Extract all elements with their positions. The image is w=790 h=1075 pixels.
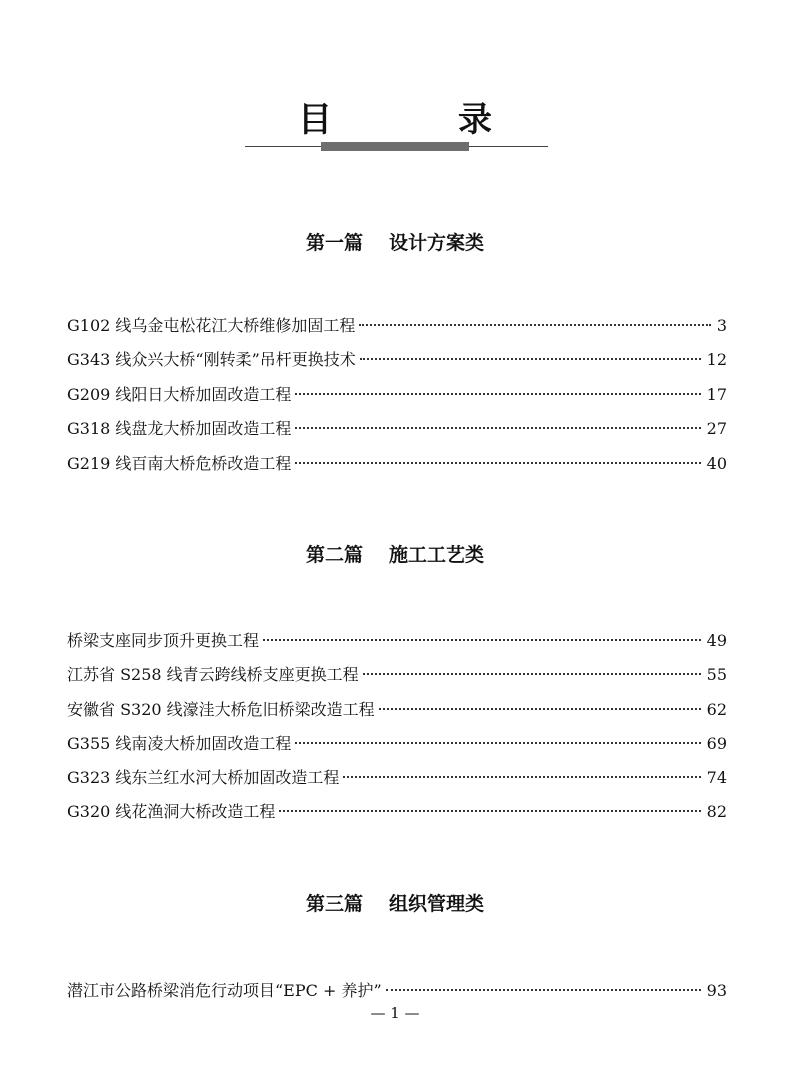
toc-entry-title: G102 线乌金屯松花江大桥维修加固工程: [67, 316, 356, 335]
toc-entry-page: 27: [706, 419, 727, 438]
section-number: 第一篇: [305, 232, 363, 254]
dot-leader: [386, 989, 701, 991]
section-number: 第三篇: [305, 893, 363, 915]
dot-leader: [379, 708, 701, 710]
toc-entry[interactable]: [67, 628, 727, 654]
toc-entry[interactable]: [67, 313, 727, 339]
toc-entry-title: G318 线盘龙大桥加固改造工程: [67, 419, 292, 438]
dot-leader: [279, 810, 700, 812]
toc-entry-page: 82: [706, 802, 727, 821]
toc-entry-title: 江苏省 S258 线青云跨线桥支座更换工程: [67, 665, 359, 684]
toc-entry[interactable]: [67, 347, 727, 373]
dot-leader: [360, 358, 701, 360]
page-title: 目 录: [298, 100, 538, 140]
section-heading-2: [0, 543, 790, 567]
toc-title-block: [0, 100, 790, 140]
toc-entry-page: 17: [706, 385, 727, 404]
dot-leader: [295, 462, 700, 464]
dot-leader: [295, 742, 700, 744]
section-heading-1: [0, 231, 790, 255]
toc-entry-page: 74: [706, 768, 727, 787]
toc-entry-page: 62: [706, 700, 727, 719]
section-name: 组织管理类: [389, 893, 485, 915]
toc-entry[interactable]: [67, 416, 727, 442]
toc-entry-title: G209 线阳日大桥加固改造工程: [67, 385, 292, 404]
section-heading-3: [0, 892, 790, 916]
dot-leader: [343, 776, 700, 778]
toc-entry-title: 桥梁支座同步顶升更换工程: [67, 631, 260, 650]
toc-entry[interactable]: [67, 765, 727, 791]
toc-entry[interactable]: [67, 978, 727, 1004]
dot-leader: [295, 393, 700, 395]
toc-entry-title: G355 线南凌大桥加固改造工程: [67, 734, 292, 753]
dot-leader: [359, 324, 710, 326]
toc-entry-page: 40: [706, 454, 727, 473]
toc-entry-title: 潜江市公路桥梁消危行动项目“EPC + 养护”: [67, 981, 382, 1000]
toc-entry-title: 安徽省 S320 线濠洼大桥危旧桥梁改造工程: [67, 700, 375, 719]
toc-entry-page: 93: [706, 981, 727, 1000]
dot-leader: [295, 427, 700, 429]
toc-entry[interactable]: [67, 662, 727, 688]
toc-entry-page: 12: [706, 350, 727, 369]
section-name: 设计方案类: [389, 232, 485, 254]
toc-entry-page: 69: [706, 734, 727, 753]
toc-entry-page: 3: [716, 316, 727, 335]
dot-leader: [363, 673, 701, 675]
toc-entry[interactable]: [67, 799, 727, 825]
toc-entry[interactable]: [67, 451, 727, 477]
toc-entry[interactable]: [67, 697, 727, 723]
toc-entry[interactable]: [67, 382, 727, 408]
toc-entry-page: 55: [706, 665, 727, 684]
page-number: — 1 —: [370, 1004, 420, 1022]
dot-leader: [263, 639, 701, 641]
toc-entry[interactable]: [67, 731, 727, 757]
section-number: 第二篇: [305, 544, 363, 566]
title-underline-bar: [321, 142, 469, 151]
toc-entry-title: G320 线花渔洞大桥改造工程: [67, 802, 276, 821]
toc-entry-title: G323 线东兰红水河大桥加固改造工程: [67, 768, 340, 787]
toc-entry-page: 49: [706, 631, 727, 650]
toc-entry-title: G219 线百南大桥危桥改造工程: [67, 454, 292, 473]
section-name: 施工工艺类: [389, 544, 485, 566]
toc-entry-title: G343 线众兴大桥“刚转柔”吊杆更换技术: [67, 350, 356, 369]
